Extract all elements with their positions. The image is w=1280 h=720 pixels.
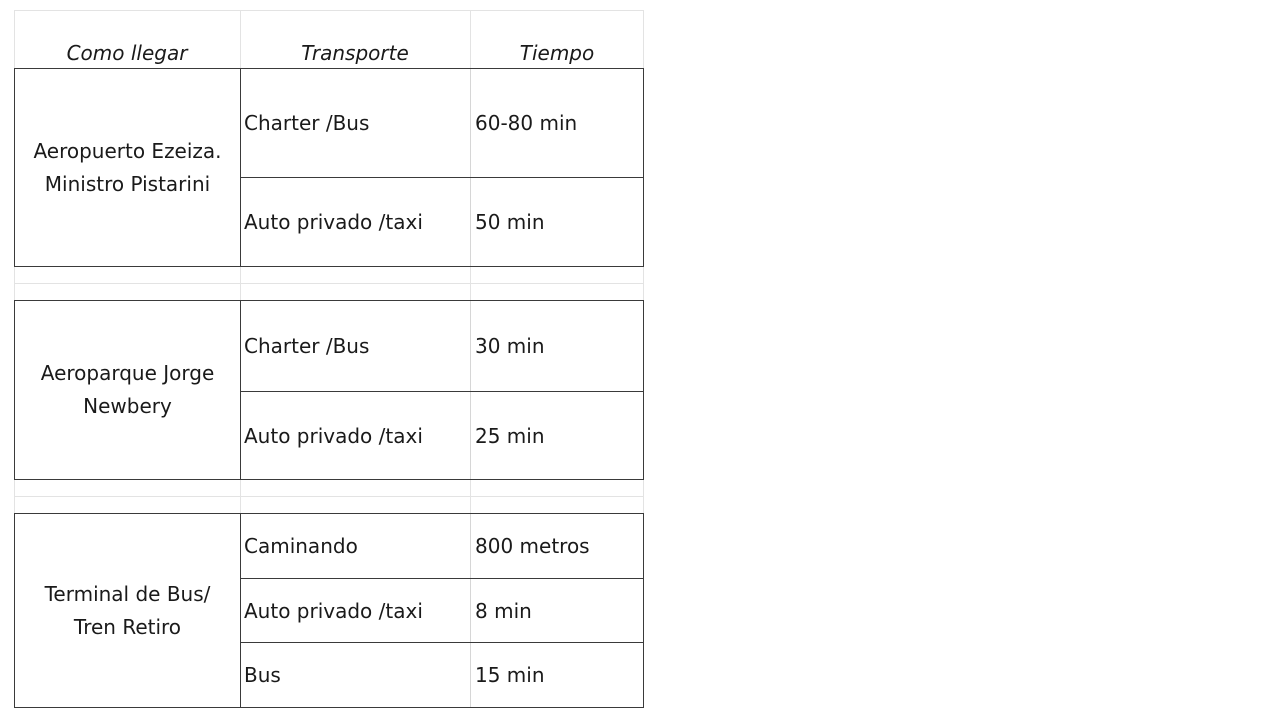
time-cell: 60-80 min	[475, 111, 578, 135]
time-cell: 30 min	[475, 334, 545, 358]
transport-cell: Auto privado /taxi	[244, 210, 423, 234]
transport-cell: Caminando	[244, 534, 358, 558]
time-cell: 25 min	[475, 423, 545, 448]
time-cell: 50 min	[475, 210, 545, 234]
header-tiempo: Tiempo	[519, 41, 595, 65]
transport-cell: Charter /Bus	[244, 111, 370, 135]
place-cell: Aeropuerto Ezeiza. Ministro Pistarini	[15, 69, 241, 266]
header-como-llegar: Como llegar	[66, 41, 188, 65]
group-ezeiza	[14, 68, 644, 267]
gridline	[14, 283, 644, 284]
table-row	[241, 514, 644, 578]
transport-cell: Auto privado /taxi	[244, 423, 423, 448]
header-transporte: Transporte	[301, 41, 409, 65]
transport-cell: Charter /Bus	[244, 334, 370, 358]
time-cell: 800 metros	[475, 534, 590, 558]
transport-cell: Bus	[244, 663, 281, 687]
table-row	[241, 301, 644, 391]
group-retiro	[14, 513, 644, 708]
time-cell: 8 min	[475, 598, 532, 623]
table-row	[241, 391, 644, 479]
transport-cell: Auto privado /taxi	[244, 598, 423, 623]
time-cell: 15 min	[475, 663, 545, 687]
transport-table	[14, 10, 644, 708]
table-row	[241, 69, 644, 177]
table-row	[241, 177, 644, 266]
group-aeroparque	[14, 300, 644, 480]
place-cell: Terminal de Bus/ Tren Retiro	[15, 514, 241, 707]
place-cell: Aeroparque Jorge Newbery	[15, 301, 241, 479]
gridline	[14, 496, 644, 497]
table-row	[241, 578, 644, 642]
table-row	[241, 642, 644, 707]
